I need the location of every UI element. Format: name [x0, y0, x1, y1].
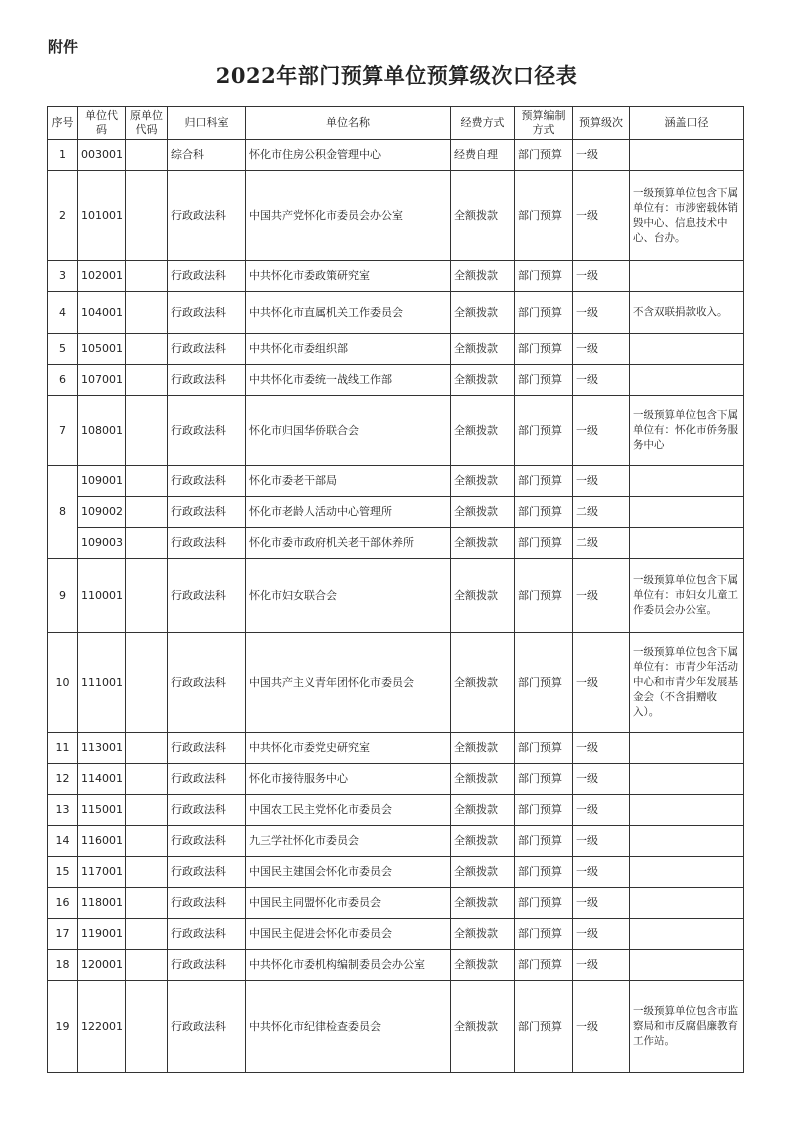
- cell-name: 怀化市老龄人活动中心管理所: [246, 497, 451, 528]
- cell-orig-code: [126, 795, 168, 826]
- attachment-label: 附件: [48, 38, 79, 56]
- table-row: [48, 140, 744, 171]
- cell-name: 中共怀化市委机构编制委员会办公室: [246, 950, 451, 981]
- cell-orig-code: [126, 826, 168, 857]
- cell-orig-code: [126, 497, 168, 528]
- cell-fund: 全额拨款: [451, 559, 515, 633]
- cell-fund: 全额拨款: [451, 764, 515, 795]
- cell-name: 怀化市委老干部局: [246, 466, 451, 497]
- cell-office: 行政政法科: [168, 396, 246, 466]
- cell-office: 行政政法科: [168, 497, 246, 528]
- cell-seq: 18: [48, 950, 78, 981]
- cell-scope: [630, 466, 744, 497]
- cell-orig-code: [126, 466, 168, 497]
- cell-office: 行政政法科: [168, 795, 246, 826]
- cell-scope: 一级预算单位包含下属单位有：怀化市侨务服务中心: [630, 396, 744, 466]
- cell-fund: 全额拨款: [451, 466, 515, 497]
- cell-code: 110001: [78, 559, 126, 633]
- cell-scope: [630, 950, 744, 981]
- cell-code: 003001: [78, 140, 126, 171]
- table-row: [48, 292, 744, 334]
- cell-code: 118001: [78, 888, 126, 919]
- cell-level: 一级: [573, 365, 630, 396]
- cell-fund: 全额拨款: [451, 857, 515, 888]
- cell-code: 115001: [78, 795, 126, 826]
- cell-name: 中国民主建国会怀化市委员会: [246, 857, 451, 888]
- cell-scope: [630, 334, 744, 365]
- cell-seq: 19: [48, 981, 78, 1073]
- table-row: [48, 334, 744, 365]
- cell-scope: [630, 795, 744, 826]
- header-unit-code: 单位代码: [78, 107, 126, 140]
- cell-scope: [630, 857, 744, 888]
- cell-orig-code: [126, 171, 168, 261]
- cell-code: 111001: [78, 633, 126, 733]
- cell-method: 部门预算: [515, 795, 573, 826]
- cell-office: 行政政法科: [168, 334, 246, 365]
- cell-method: 部门预算: [515, 528, 573, 559]
- cell-code: 122001: [78, 981, 126, 1073]
- budget-level-table: [47, 106, 744, 1073]
- table-row: [48, 795, 744, 826]
- cell-fund: 全额拨款: [451, 981, 515, 1073]
- cell-name: 中共怀化市直属机关工作委员会: [246, 292, 451, 334]
- cell-seq: 1: [48, 140, 78, 171]
- cell-level: 一级: [573, 919, 630, 950]
- cell-seq: 7: [48, 396, 78, 466]
- cell-fund: 全额拨款: [451, 365, 515, 396]
- cell-fund: 全额拨款: [451, 528, 515, 559]
- cell-method: 部门预算: [515, 396, 573, 466]
- cell-code: 114001: [78, 764, 126, 795]
- cell-level: 一级: [573, 334, 630, 365]
- cell-name: 中共怀化市委政策研究室: [246, 261, 451, 292]
- cell-scope: 一级预算单位包含下属单位有：市涉密载体销毁中心、信息技术中心、台办。: [630, 171, 744, 261]
- cell-orig-code: [126, 857, 168, 888]
- cell-scope: [630, 888, 744, 919]
- cell-level: 一级: [573, 826, 630, 857]
- cell-office: 行政政法科: [168, 466, 246, 497]
- cell-scope: 一级预算单位包含市监察局和市反腐倡廉教育工作站。: [630, 981, 744, 1073]
- cell-method: 部门预算: [515, 334, 573, 365]
- cell-level: 二级: [573, 497, 630, 528]
- cell-fund: 全额拨款: [451, 171, 515, 261]
- table-row: [48, 528, 744, 559]
- table-row: [48, 171, 744, 261]
- cell-office: 行政政法科: [168, 261, 246, 292]
- cell-code: 113001: [78, 733, 126, 764]
- cell-seq: 16: [48, 888, 78, 919]
- cell-name: 怀化市归国华侨联合会: [246, 396, 451, 466]
- cell-code: 102001: [78, 261, 126, 292]
- cell-fund: 全额拨款: [451, 826, 515, 857]
- cell-method: 部门预算: [515, 764, 573, 795]
- cell-orig-code: [126, 733, 168, 764]
- table-row: [48, 559, 744, 633]
- cell-scope: [630, 140, 744, 171]
- cell-method: 部门预算: [515, 140, 573, 171]
- cell-code: 107001: [78, 365, 126, 396]
- cell-orig-code: [126, 292, 168, 334]
- cell-fund: 全额拨款: [451, 950, 515, 981]
- cell-fund: 全额拨款: [451, 292, 515, 334]
- cell-fund: 全额拨款: [451, 633, 515, 733]
- cell-name: 九三学社怀化市委员会: [246, 826, 451, 857]
- cell-seq: 2: [48, 171, 78, 261]
- table-row: [48, 365, 744, 396]
- table-row: [48, 919, 744, 950]
- cell-method: 部门预算: [515, 981, 573, 1073]
- cell-fund: 全额拨款: [451, 795, 515, 826]
- cell-orig-code: [126, 888, 168, 919]
- cell-level: 一级: [573, 171, 630, 261]
- cell-fund: 全额拨款: [451, 497, 515, 528]
- header-budget-level: 预算级次: [573, 107, 630, 140]
- cell-method: 部门预算: [515, 888, 573, 919]
- cell-scope: 一级预算单位包含下属单位有：市妇女儿童工作委员会办公室。: [630, 559, 744, 633]
- cell-level: 一级: [573, 261, 630, 292]
- cell-orig-code: [126, 981, 168, 1073]
- cell-orig-code: [126, 365, 168, 396]
- cell-code: 116001: [78, 826, 126, 857]
- table-row: [48, 950, 744, 981]
- cell-method: 部门预算: [515, 559, 573, 633]
- cell-seq: 9: [48, 559, 78, 633]
- table-row: [48, 764, 744, 795]
- header-scope: 涵盖口径: [630, 107, 744, 140]
- cell-name: 中共怀化市委统一战线工作部: [246, 365, 451, 396]
- cell-level: 一级: [573, 981, 630, 1073]
- cell-name: 中国民主促进会怀化市委员会: [246, 919, 451, 950]
- header-orig-code: 原单位代码: [126, 107, 168, 140]
- cell-office: 行政政法科: [168, 826, 246, 857]
- cell-orig-code: [126, 396, 168, 466]
- cell-office: 行政政法科: [168, 950, 246, 981]
- cell-level: 一级: [573, 857, 630, 888]
- cell-office: 行政政法科: [168, 633, 246, 733]
- cell-office: 行政政法科: [168, 559, 246, 633]
- cell-name: 怀化市住房公积金管理中心: [246, 140, 451, 171]
- cell-method: 部门预算: [515, 365, 573, 396]
- cell-level: 一级: [573, 466, 630, 497]
- cell-orig-code: [126, 633, 168, 733]
- cell-level: 一级: [573, 888, 630, 919]
- cell-fund: 全额拨款: [451, 334, 515, 365]
- cell-level: 一级: [573, 950, 630, 981]
- cell-seq: 4: [48, 292, 78, 334]
- table-row: [48, 633, 744, 733]
- cell-code: 109001: [78, 466, 126, 497]
- header-seq: 序号: [48, 107, 78, 140]
- cell-code: 120001: [78, 950, 126, 981]
- cell-scope: [630, 733, 744, 764]
- cell-scope: [630, 764, 744, 795]
- cell-scope: [630, 261, 744, 292]
- cell-orig-code: [126, 528, 168, 559]
- cell-seq: 5: [48, 334, 78, 365]
- table-row: [48, 826, 744, 857]
- header-unit-name: 单位名称: [246, 107, 451, 140]
- cell-code: 119001: [78, 919, 126, 950]
- cell-seq: 3: [48, 261, 78, 292]
- cell-fund: 全额拨款: [451, 733, 515, 764]
- cell-orig-code: [126, 919, 168, 950]
- cell-method: 部门预算: [515, 826, 573, 857]
- cell-method: 部门预算: [515, 633, 573, 733]
- table-row: [48, 981, 744, 1073]
- cell-office: 行政政法科: [168, 733, 246, 764]
- cell-orig-code: [126, 950, 168, 981]
- cell-name: 怀化市委市政府机关老干部休养所: [246, 528, 451, 559]
- table-row: [48, 466, 744, 497]
- cell-method: 部门预算: [515, 261, 573, 292]
- cell-orig-code: [126, 261, 168, 292]
- cell-office: 行政政法科: [168, 764, 246, 795]
- cell-level: 一级: [573, 764, 630, 795]
- cell-name: 中国民主同盟怀化市委员会: [246, 888, 451, 919]
- cell-method: 部门预算: [515, 733, 573, 764]
- table-row: [48, 857, 744, 888]
- cell-name: 中国农工民主党怀化市委员会: [246, 795, 451, 826]
- cell-scope: [630, 919, 744, 950]
- cell-fund: 全额拨款: [451, 261, 515, 292]
- cell-orig-code: [126, 334, 168, 365]
- cell-code: 105001: [78, 334, 126, 365]
- cell-scope: [630, 528, 744, 559]
- cell-seq: 15: [48, 857, 78, 888]
- cell-level: 一级: [573, 733, 630, 764]
- cell-code: 109003: [78, 528, 126, 559]
- table-header-row: [48, 107, 744, 140]
- cell-level: 一级: [573, 292, 630, 334]
- cell-seq: 8: [48, 466, 78, 559]
- cell-office: 行政政法科: [168, 888, 246, 919]
- cell-code: 108001: [78, 396, 126, 466]
- cell-seq: 12: [48, 764, 78, 795]
- cell-name: 中国共产主义青年团怀化市委员会: [246, 633, 451, 733]
- cell-method: 部门预算: [515, 292, 573, 334]
- page-title: 2022年部门预算单位预算级次口径表: [215, 63, 578, 88]
- cell-seq: 13: [48, 795, 78, 826]
- cell-name: 怀化市妇女联合会: [246, 559, 451, 633]
- cell-scope: [630, 497, 744, 528]
- cell-level: 一级: [573, 140, 630, 171]
- cell-code: 104001: [78, 292, 126, 334]
- cell-orig-code: [126, 559, 168, 633]
- cell-fund: 全额拨款: [451, 919, 515, 950]
- cell-office: 行政政法科: [168, 919, 246, 950]
- cell-method: 部门预算: [515, 919, 573, 950]
- cell-name: 怀化市接待服务中心: [246, 764, 451, 795]
- cell-seq: 11: [48, 733, 78, 764]
- cell-level: 一级: [573, 633, 630, 733]
- cell-method: 部门预算: [515, 466, 573, 497]
- cell-orig-code: [126, 140, 168, 171]
- cell-level: 一级: [573, 795, 630, 826]
- cell-method: 部门预算: [515, 497, 573, 528]
- cell-office: 行政政法科: [168, 981, 246, 1073]
- table-row: [48, 733, 744, 764]
- cell-scope: [630, 365, 744, 396]
- cell-fund: 全额拨款: [451, 888, 515, 919]
- cell-name: 中共怀化市委党史研究室: [246, 733, 451, 764]
- cell-code: 101001: [78, 171, 126, 261]
- cell-method: 部门预算: [515, 857, 573, 888]
- cell-seq: 17: [48, 919, 78, 950]
- table-row: [48, 261, 744, 292]
- table-row: [48, 888, 744, 919]
- header-office: 归口科室: [168, 107, 246, 140]
- cell-office: 行政政法科: [168, 365, 246, 396]
- cell-fund: 经费自理: [451, 140, 515, 171]
- cell-office: 行政政法科: [168, 528, 246, 559]
- cell-name: 中共怀化市纪律检查委员会: [246, 981, 451, 1073]
- cell-scope: [630, 826, 744, 857]
- cell-office: 行政政法科: [168, 171, 246, 261]
- cell-office: 综合科: [168, 140, 246, 171]
- cell-scope: 一级预算单位包含下属单位有：市青少年活动中心和市青少年发展基金会（不含捐赠收入）。: [630, 633, 744, 733]
- cell-code: 117001: [78, 857, 126, 888]
- header-fund-type: 经费方式: [451, 107, 515, 140]
- cell-code: 109002: [78, 497, 126, 528]
- table-row: [48, 497, 744, 528]
- table-row: [48, 396, 744, 466]
- cell-orig-code: [126, 764, 168, 795]
- cell-method: 部门预算: [515, 171, 573, 261]
- cell-seq: 14: [48, 826, 78, 857]
- cell-name: 中共怀化市委组织部: [246, 334, 451, 365]
- cell-level: 一级: [573, 396, 630, 466]
- cell-office: 行政政法科: [168, 292, 246, 334]
- cell-scope: 不含双联捐款收入。: [630, 292, 744, 334]
- cell-method: 部门预算: [515, 950, 573, 981]
- cell-seq: 6: [48, 365, 78, 396]
- cell-office: 行政政法科: [168, 857, 246, 888]
- cell-name: 中国共产党怀化市委员会办公室: [246, 171, 451, 261]
- cell-seq: 10: [48, 633, 78, 733]
- cell-level: 一级: [573, 559, 630, 633]
- cell-fund: 全额拨款: [451, 396, 515, 466]
- cell-level: 二级: [573, 528, 630, 559]
- header-budget-method: 预算编制方式: [515, 107, 573, 140]
